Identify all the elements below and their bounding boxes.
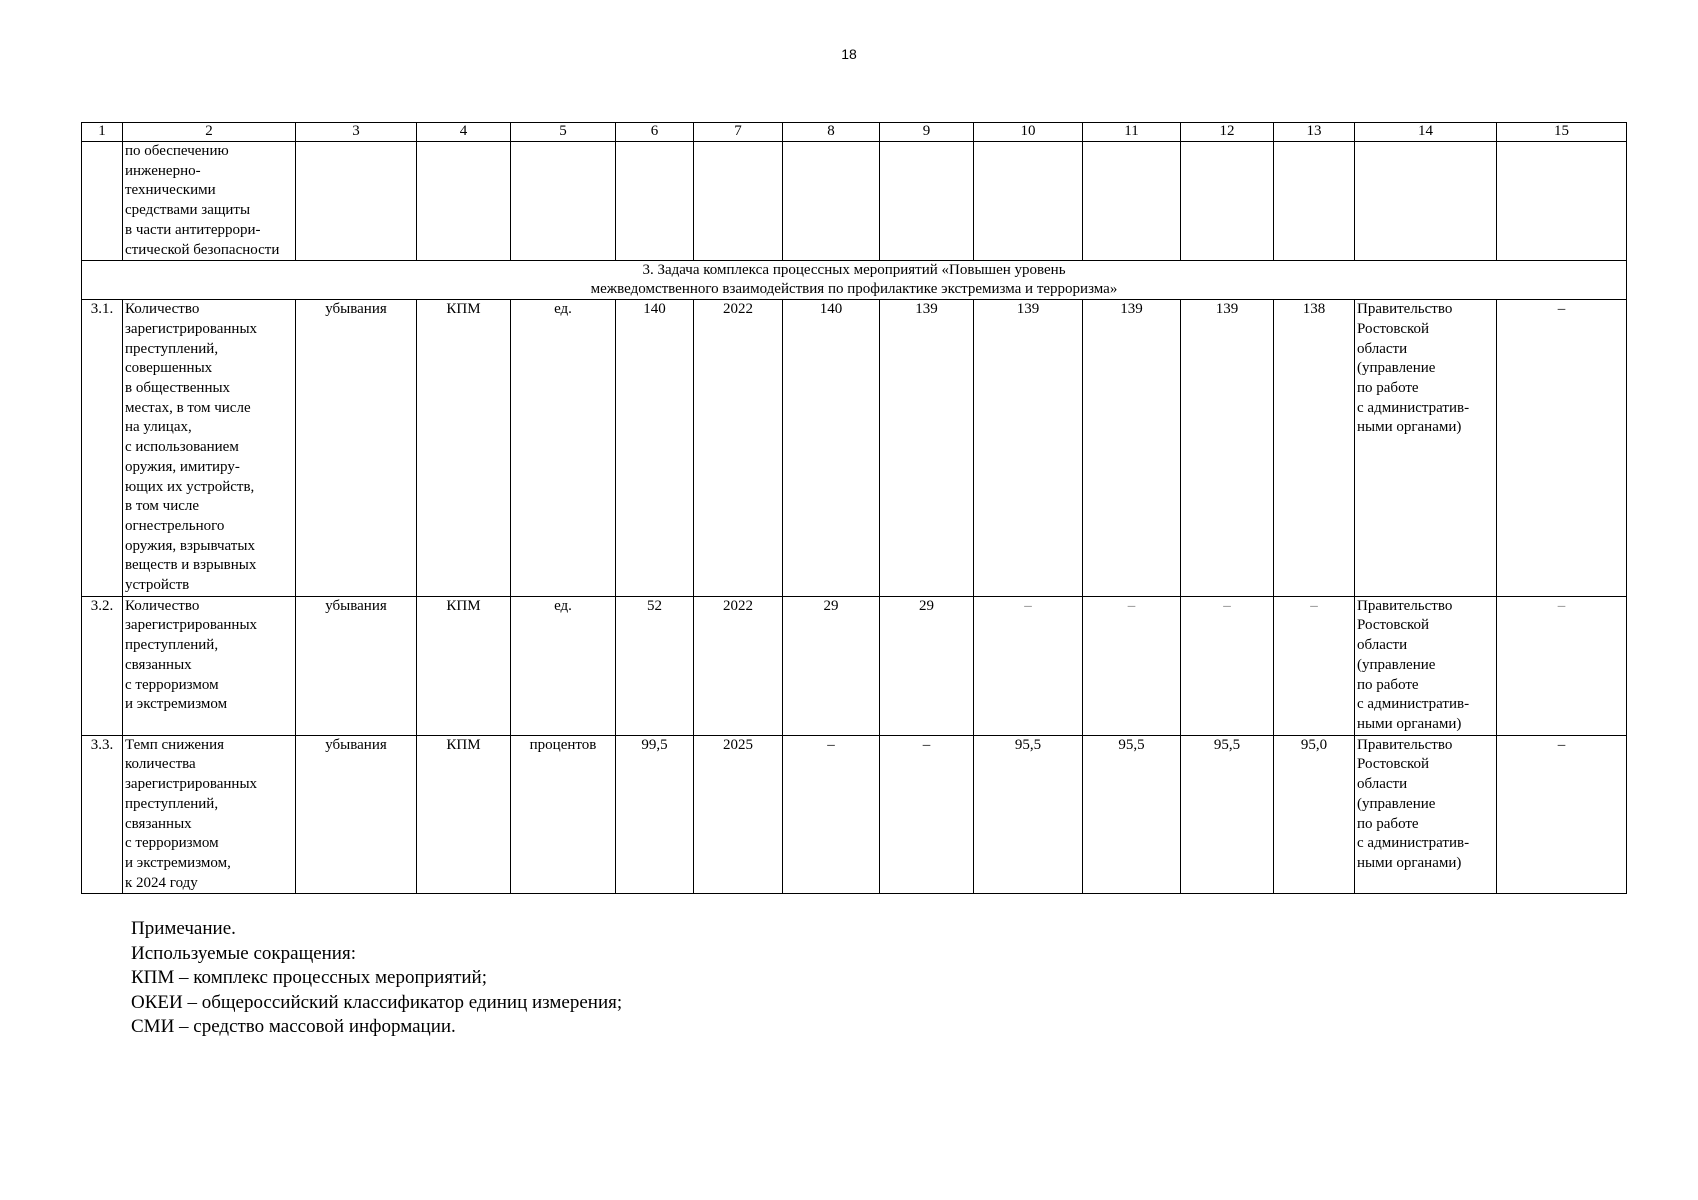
base-year: 2025	[694, 735, 783, 894]
value-col-9: –	[880, 735, 974, 894]
page-number: 18	[841, 46, 857, 62]
section-row	[82, 261, 1627, 300]
value-col-12: 95,5	[1181, 735, 1274, 894]
unit: ед.	[511, 300, 616, 597]
header-col-5: 5	[511, 123, 616, 142]
value-col-10: 139	[974, 300, 1083, 597]
header-col-8: 8	[783, 123, 880, 142]
value-col-9: 29	[880, 596, 974, 735]
level: КПМ	[417, 300, 511, 597]
indicator-name: Темп снижения количества зарегистрированных преступлений, связанных с терроризмом и экстремизмом, к 2024 году	[123, 735, 296, 894]
indicator-name: Количество зарегистрированных преступлений, совершенных в общественных местах, в том числе на улицах, с использованием оружия, имитиру- ющих их устройств, в том числе огнестрельного оружия, взрывчатых веществ и взрывных устройств	[123, 300, 296, 597]
header-col-11: 11	[1083, 123, 1181, 142]
value-col-12: –	[1181, 596, 1274, 735]
value-col-8: 29	[783, 596, 880, 735]
row-number: 3.2.	[82, 596, 123, 735]
col-15: –	[1497, 300, 1627, 597]
note-item-smi: СМИ – средство массовой информации.	[131, 1016, 456, 1037]
header-col-13: 13	[1274, 123, 1355, 142]
value-col-13: –	[1274, 596, 1355, 735]
header-col-9: 9	[880, 123, 974, 142]
notes-subtitle: Используемые сокращения:	[131, 942, 356, 964]
header-col-15: 15	[1497, 123, 1627, 142]
header-col-10: 10	[974, 123, 1083, 142]
value-col-8: 140	[783, 300, 880, 597]
value-col-11: 95,5	[1083, 735, 1181, 894]
table-row	[82, 596, 1627, 735]
level: КПМ	[417, 735, 511, 894]
header-col-4: 4	[417, 123, 511, 142]
header-col-7: 7	[694, 123, 783, 142]
value-col-11: 139	[1083, 300, 1181, 597]
note-item-kpm: КПМ – комплекс процессных мероприятий;	[131, 967, 487, 988]
header-col-1: 1	[82, 123, 123, 142]
value-col-10: –	[974, 596, 1083, 735]
indicator-name: Количество зарегистрированных преступлений, связанных с терроризмом и экстремизмом	[123, 596, 296, 735]
direction: убывания	[296, 596, 417, 735]
value-col-12: 139	[1181, 300, 1274, 597]
continuation-row	[82, 142, 1627, 261]
value-col-8: –	[783, 735, 880, 894]
responsible: Правительство Ростовской области (управление по работе с административ- ными органами)	[1355, 596, 1497, 735]
table-row	[82, 300, 1627, 597]
section-title	[82, 261, 1627, 300]
unit: процентов	[511, 735, 616, 894]
continuation-text: по обеспечению инженерно- техническими средствами защиты в части антитеррори- стической безопасности	[123, 142, 296, 261]
direction: убывания	[296, 735, 417, 894]
base-value: 52	[616, 596, 694, 735]
section-title-line1: 3. Задача комплекса процессных мероприятий «Повышен уровень	[642, 262, 1066, 279]
section-title-line2: межведомственного взаимодействия по профилактике экстремизма и терроризма»	[590, 281, 1118, 298]
header-col-14: 14	[1355, 123, 1497, 142]
indicators-table	[81, 122, 1627, 894]
direction: убывания	[296, 300, 417, 597]
notes-block	[131, 917, 622, 1040]
table-row	[82, 735, 1627, 894]
unit: ед.	[511, 596, 616, 735]
value-col-11: –	[1083, 596, 1181, 735]
header-col-2: 2	[123, 123, 296, 142]
responsible: Правительство Ростовской области (управление по работе с административ- ными органами)	[1355, 735, 1497, 894]
base-year: 2022	[694, 596, 783, 735]
note-item-okei: ОКЕИ – общероссийский классификатор единиц измерения;	[131, 991, 623, 1013]
base-value: 99,5	[616, 735, 694, 894]
value-col-10: 95,5	[974, 735, 1083, 894]
value-col-9: 139	[880, 300, 974, 597]
value-col-13: 138	[1274, 300, 1355, 597]
notes-title: Примечание.	[131, 918, 236, 939]
base-year: 2022	[694, 300, 783, 597]
responsible: Правительство Ростовской области (управление по работе с административ- ными органами)	[1355, 300, 1497, 597]
base-value: 140	[616, 300, 694, 597]
level: КПМ	[417, 596, 511, 735]
col-15: –	[1497, 596, 1627, 735]
value-col-13: 95,0	[1274, 735, 1355, 894]
column-number-row	[82, 123, 1627, 142]
header-col-6: 6	[616, 123, 694, 142]
row-number: 3.1.	[82, 300, 123, 597]
row-number: 3.3.	[82, 735, 123, 894]
header-col-3: 3	[296, 123, 417, 142]
header-col-12: 12	[1181, 123, 1274, 142]
col-15: –	[1497, 735, 1627, 894]
